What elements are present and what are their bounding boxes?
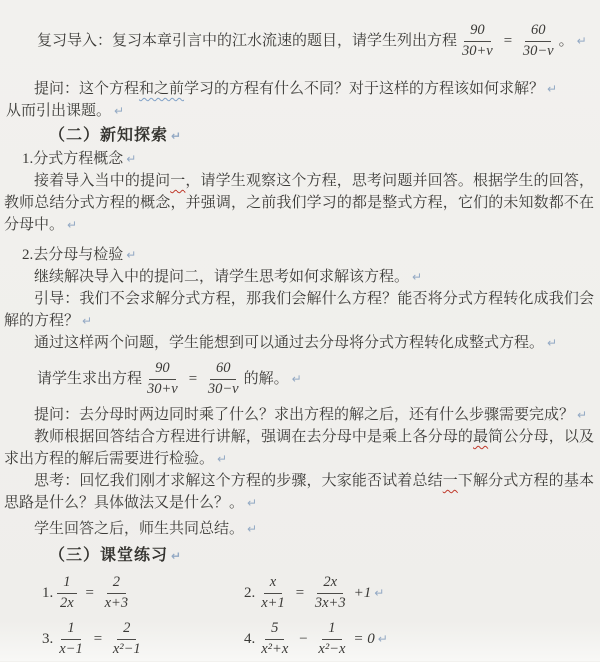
paragraph-mark-icon: ↵ (247, 522, 258, 536)
solve-lead-text: 请学生求出方程 (37, 371, 143, 387)
summary-text: 学生回答之后，师生共同总结。 (34, 521, 245, 537)
paragraph-summary (4, 518, 594, 540)
fraction-numerator: 5 (265, 620, 284, 639)
fraction-numerator: 90 (464, 22, 491, 41)
equals-sign: = (294, 585, 305, 601)
spellcheck-underline: 一 (442, 473, 458, 489)
fraction-left (259, 620, 290, 657)
exercise-number: 3. (42, 631, 54, 647)
fraction-numerator: 2x (317, 574, 343, 593)
fraction-denominator: x²−1 (112, 640, 141, 657)
fraction-numerator: 1 (61, 620, 80, 639)
heading-text: （二）新知探索 (49, 127, 169, 144)
continue-question-text: 继续解决导入中的提问二，请学生思考如何求解该方程。 (34, 269, 410, 285)
equals-sign: = (92, 631, 103, 647)
subheading-text: 2.去分母与检验 (22, 247, 124, 263)
equation-tail: = 0 (353, 631, 375, 647)
paragraph-transform (4, 332, 594, 354)
question-pre: 提问：这个方程 (34, 81, 140, 97)
paragraph-mark-icon: ↵ (412, 270, 423, 284)
fraction-numerator: 60 (210, 360, 237, 379)
paragraph-mark-icon: ↵ (126, 152, 137, 166)
equation-tail: +1 (353, 585, 372, 601)
fraction-numerator: 2 (107, 574, 126, 593)
exercise-grid (42, 570, 594, 662)
fraction-right (521, 22, 556, 59)
exercise-number: 4. (244, 631, 256, 647)
transform-text: 通过这样两个问题，学生能想到可以通过去分母将分式方程转化成整式方程。 (34, 335, 545, 351)
fraction-denominator: 3x+3 (314, 594, 346, 611)
paragraph-guide (4, 288, 594, 332)
paragraph-continue-question (4, 266, 594, 288)
paragraph-mark-icon: ↵ (247, 496, 258, 510)
paragraph-mark-icon: ↵ (126, 248, 137, 262)
fraction-left (57, 574, 76, 611)
heading-text: （三）课堂练习 (49, 547, 169, 564)
fraction-numerator: 1 (322, 620, 341, 639)
fraction-left (57, 620, 84, 657)
exercise-2 (244, 570, 594, 616)
paragraph-mark-icon: ↵ (547, 82, 558, 96)
fraction-left (259, 574, 286, 611)
fraction-denominator: x+1 (261, 594, 285, 611)
section-heading-2 (49, 124, 594, 148)
question-steps-text: 提问：去分母时两边同时乘了什么？求出方程的解之后，还有什么步骤需要完成？ (34, 407, 575, 423)
review-intro-period: 。 (558, 33, 574, 49)
spellcheck-underline: 一 (170, 173, 186, 189)
fraction-right (111, 620, 143, 657)
paragraph-question-1 (4, 78, 594, 100)
equals-sign: = (187, 371, 198, 387)
paragraph-solve-equation (4, 354, 594, 404)
reflect-pre: 思考：回忆我们刚才求解这个方程的步骤，大家能否试着总结 (34, 473, 443, 489)
grammar-check-underline: 和之前 (139, 81, 185, 97)
fraction-denominator: 30−v (522, 42, 554, 59)
minus-sign: − (298, 631, 309, 647)
paragraph-mark-icon: ↵ (171, 549, 183, 563)
paragraph-review-intro (4, 14, 594, 68)
fraction-right (206, 360, 241, 397)
question-post: 学习的方程有什么不同？对于这样的方程该如何求解？ (184, 81, 545, 97)
solve-tail-text: 的解。 (243, 371, 289, 387)
subheading-concept (22, 148, 594, 170)
subheading-text: 1.分式方程概念 (22, 151, 124, 167)
spellcheck-underline: 最 (473, 429, 489, 445)
lead-to-topic-text: 从而引出课题。 (6, 103, 112, 119)
paragraph-mark-icon: ↵ (576, 34, 587, 48)
paragraph-mark-icon: ↵ (547, 336, 558, 350)
teacher-pre: 教师根据回答结合方程进行讲解，强调在去分母中是乘上各分母的 (34, 429, 473, 445)
paragraph-mark-icon: ↵ (377, 632, 388, 646)
fraction-denominator: x+3 (104, 594, 129, 611)
paragraph-lead-to-topic (6, 100, 594, 122)
fraction-left (145, 360, 180, 397)
exercise-4 (244, 616, 594, 662)
paragraph-mark-icon: ↵ (171, 129, 183, 143)
fraction-denominator: x−1 (59, 640, 83, 657)
fraction-denominator: 2x (60, 594, 74, 611)
reflect-post: 下解分式方程的基本思路是什么？具体做法又是什么？。 (4, 473, 594, 511)
paragraph-mark-icon: ↵ (291, 372, 302, 386)
fraction-numerator: 90 (149, 360, 176, 379)
section-heading-3 (49, 544, 594, 568)
fraction-denominator: 30+v (147, 380, 178, 397)
concept-pre: 接着导入当中的提问 (34, 173, 171, 189)
guide-text: 引导：我们不会求解分式方程，那我们会解什么方程？能否将分式方程转化成我们会解的方程？ (4, 291, 594, 329)
fraction-right (313, 574, 348, 611)
exercise-number: 2. (244, 585, 256, 601)
fraction-right (103, 574, 130, 611)
fraction-numerator: 2 (117, 620, 136, 639)
review-intro-text: 复习导入：复习本章引言中的江水流速的题目，请学生列出方程 (37, 33, 458, 49)
concept-post: ，请学生观察这个方程，思考问题并回答。根据学生的回答，教师总结分式方程的概念，并强调，之前我们学习的都是整式方程，它们的未知数都不在分母中。 (4, 173, 594, 233)
paragraph-mark-icon: ↵ (374, 586, 385, 600)
equals-sign: = (502, 33, 513, 49)
paragraph-mark-icon: ↵ (114, 104, 125, 118)
paragraph-question-steps (4, 404, 594, 426)
teacher-post: 简公分母，以及求出方程的解后需要进行检验。 (4, 429, 594, 467)
exercise-number: 1. (42, 585, 54, 601)
fraction-denominator: x²−x (318, 640, 346, 657)
subheading-denominator (22, 244, 594, 266)
paragraph-mark-icon: ↵ (577, 408, 588, 422)
fraction-denominator: x²+x (261, 640, 289, 657)
fraction-denominator: 30+v (462, 42, 493, 59)
equals-sign: = (84, 585, 95, 601)
paragraph-reflect (4, 470, 594, 514)
exercise-1 (42, 570, 244, 616)
paragraph-mark-icon: ↵ (67, 218, 78, 232)
paragraph-mark-icon: ↵ (217, 452, 228, 466)
fraction-right (316, 620, 347, 657)
paragraph-teacher-explain (4, 426, 594, 470)
exercise-3 (42, 616, 244, 662)
fraction-left (460, 22, 495, 59)
paragraph-concept-explain (4, 170, 594, 236)
paragraph-mark-icon: ↵ (82, 314, 93, 328)
fraction-numerator: 60 (525, 22, 552, 41)
fraction-numerator: 1 (57, 574, 76, 593)
fraction-denominator: 30−v (207, 380, 239, 397)
fraction-numerator: x (264, 574, 282, 593)
